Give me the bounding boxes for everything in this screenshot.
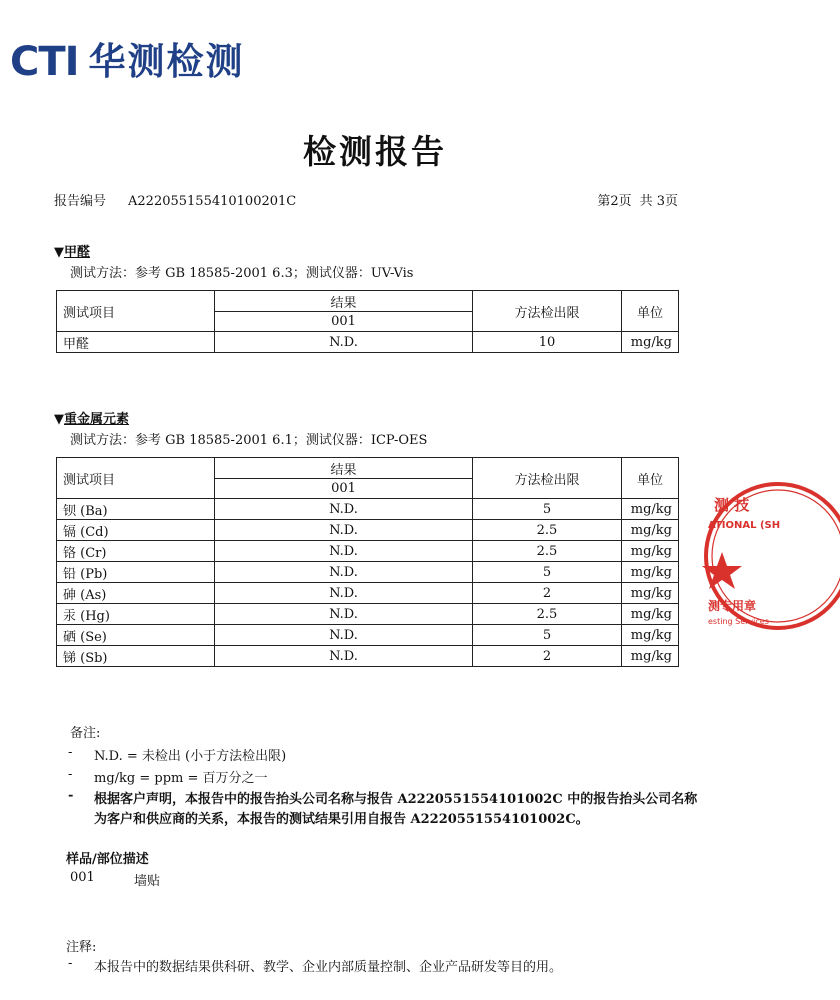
cell-item: 钡 (Ba) bbox=[57, 499, 215, 520]
logo-name: 华测检测 bbox=[88, 40, 245, 83]
header-sample: 001 bbox=[215, 479, 473, 499]
table-row bbox=[57, 625, 679, 646]
stamp-text-mid: 测专用章 bbox=[708, 599, 757, 613]
test-method: 测试方法：参考 GB 18585-2001 6.3；测试仪器：UV-Vis bbox=[70, 266, 414, 281]
cell-unit: mg/kg bbox=[622, 625, 679, 646]
report-number-label: 报告编号 bbox=[54, 194, 107, 209]
cell-unit: mg/kg bbox=[622, 499, 679, 520]
sample-desc: 墙贴 bbox=[134, 874, 161, 889]
remark-dash: - bbox=[68, 788, 74, 803]
cell-result: N.D. bbox=[215, 562, 473, 583]
cell-result: N.D. bbox=[215, 332, 473, 353]
cell-unit: mg/kg bbox=[622, 646, 679, 667]
cell-item: 铬 (Cr) bbox=[57, 541, 215, 562]
section-title: 甲醛 bbox=[64, 245, 91, 260]
header-result: 结果 bbox=[215, 458, 473, 479]
table-row bbox=[57, 520, 679, 541]
report-number-line bbox=[54, 190, 296, 209]
cell-unit: mg/kg bbox=[622, 604, 679, 625]
cell-unit: mg/kg bbox=[622, 541, 679, 562]
footnote-text: 本报告中的数据结果供科研、教学、企业内部质量控制、企业产品研发等目的用。 bbox=[94, 960, 563, 975]
cell-result: N.D. bbox=[215, 520, 473, 541]
cell-result: N.D. bbox=[215, 583, 473, 604]
cell-unit: mg/kg bbox=[622, 562, 679, 583]
section-title: 重金属元素 bbox=[64, 412, 130, 427]
table-row bbox=[57, 541, 679, 562]
stamp-text-en2: esting Services bbox=[708, 617, 769, 626]
official-stamp bbox=[700, 460, 840, 660]
cell-limit: 5 bbox=[473, 499, 622, 520]
cell-limit: 2 bbox=[473, 583, 622, 604]
stamp-text-top: 测 技 bbox=[714, 496, 750, 514]
table-row bbox=[57, 332, 679, 353]
cell-item: 锑 (Sb) bbox=[57, 646, 215, 667]
cell-item: 铅 (Pb) bbox=[57, 562, 215, 583]
cell-limit: 5 bbox=[473, 625, 622, 646]
page-current: 第2页 bbox=[597, 194, 632, 209]
cell-unit: mg/kg bbox=[622, 332, 679, 353]
footnote-dash: - bbox=[68, 956, 73, 971]
cell-unit: mg/kg bbox=[622, 583, 679, 604]
sample-label: 样品/部位描述 bbox=[66, 852, 149, 867]
cell-limit: 5 bbox=[473, 562, 622, 583]
stamp-text-en: ATIONAL (SH bbox=[708, 520, 781, 531]
table-row bbox=[57, 562, 679, 583]
header-unit: 单位 bbox=[622, 291, 679, 332]
remark-item: N.D. = 未检出 (小于方法检出限) bbox=[94, 749, 287, 764]
header-unit: 单位 bbox=[622, 458, 679, 499]
company-logo bbox=[10, 40, 245, 84]
table-row bbox=[57, 583, 679, 604]
footnote-label: 注释: bbox=[66, 940, 97, 955]
table-row bbox=[57, 499, 679, 520]
header-sample: 001 bbox=[215, 312, 473, 332]
cell-result: N.D. bbox=[215, 541, 473, 562]
triangle-marker-icon: ▼ bbox=[54, 245, 64, 260]
header-item: 测试项目 bbox=[57, 291, 215, 332]
cell-item: 甲醛 bbox=[57, 332, 215, 353]
remark-item: 为客户和供应商的关系，本报告的测试结果引用自报告 A2220551554101002C。 bbox=[94, 812, 589, 827]
table-row bbox=[57, 604, 679, 625]
remark-dash: - bbox=[68, 745, 73, 760]
cell-limit: 2.5 bbox=[473, 520, 622, 541]
table-row bbox=[57, 646, 679, 667]
cell-result: N.D. bbox=[215, 499, 473, 520]
report-number: A2220551554101002​01C bbox=[128, 194, 297, 209]
cell-limit: 2 bbox=[473, 646, 622, 667]
cell-limit: 10 bbox=[473, 332, 622, 353]
logo-brand: CTI bbox=[10, 39, 79, 85]
page-title: 检测报告 bbox=[303, 132, 447, 171]
header-limit: 方法检出限 bbox=[473, 291, 622, 332]
header-item: 测试项目 bbox=[57, 458, 215, 499]
remark-item: mg/kg = ppm = 百万分之一 bbox=[94, 771, 268, 786]
remarks-label: 备注: bbox=[70, 726, 101, 741]
section-heavy-metals-heading bbox=[54, 408, 129, 427]
remark-item: 根据客户声明，本报告中的报告抬头公司名称与报告 A2220551554101002C 中的报告抬头公司名称 bbox=[94, 792, 698, 807]
header-limit: 方法检出限 bbox=[473, 458, 622, 499]
cell-item: 汞 (Hg) bbox=[57, 604, 215, 625]
cell-item: 砷 (As) bbox=[57, 583, 215, 604]
cell-unit: mg/kg bbox=[622, 520, 679, 541]
section-formaldehyde-heading bbox=[54, 241, 90, 260]
cell-limit: 2.5 bbox=[473, 604, 622, 625]
cell-item: 镉 (Cd) bbox=[57, 520, 215, 541]
triangle-marker-icon: ▼ bbox=[54, 412, 64, 427]
header-result: 结果 bbox=[215, 291, 473, 312]
page-total: 共 3页 bbox=[639, 194, 678, 209]
sample-id: 001 bbox=[70, 870, 95, 885]
test-method: 测试方法：参考 GB 18585-2001 6.1；测试仪器：ICP-OES bbox=[70, 433, 428, 448]
formaldehyde-table bbox=[56, 290, 679, 353]
cell-result: N.D. bbox=[215, 604, 473, 625]
cell-item: 硒 (Se) bbox=[57, 625, 215, 646]
heavy-metals-table bbox=[56, 457, 679, 667]
cell-limit: 2.5 bbox=[473, 541, 622, 562]
page-indicator bbox=[597, 190, 678, 209]
remark-dash: - bbox=[68, 767, 73, 782]
cell-result: N.D. bbox=[215, 646, 473, 667]
cell-result: N.D. bbox=[215, 625, 473, 646]
